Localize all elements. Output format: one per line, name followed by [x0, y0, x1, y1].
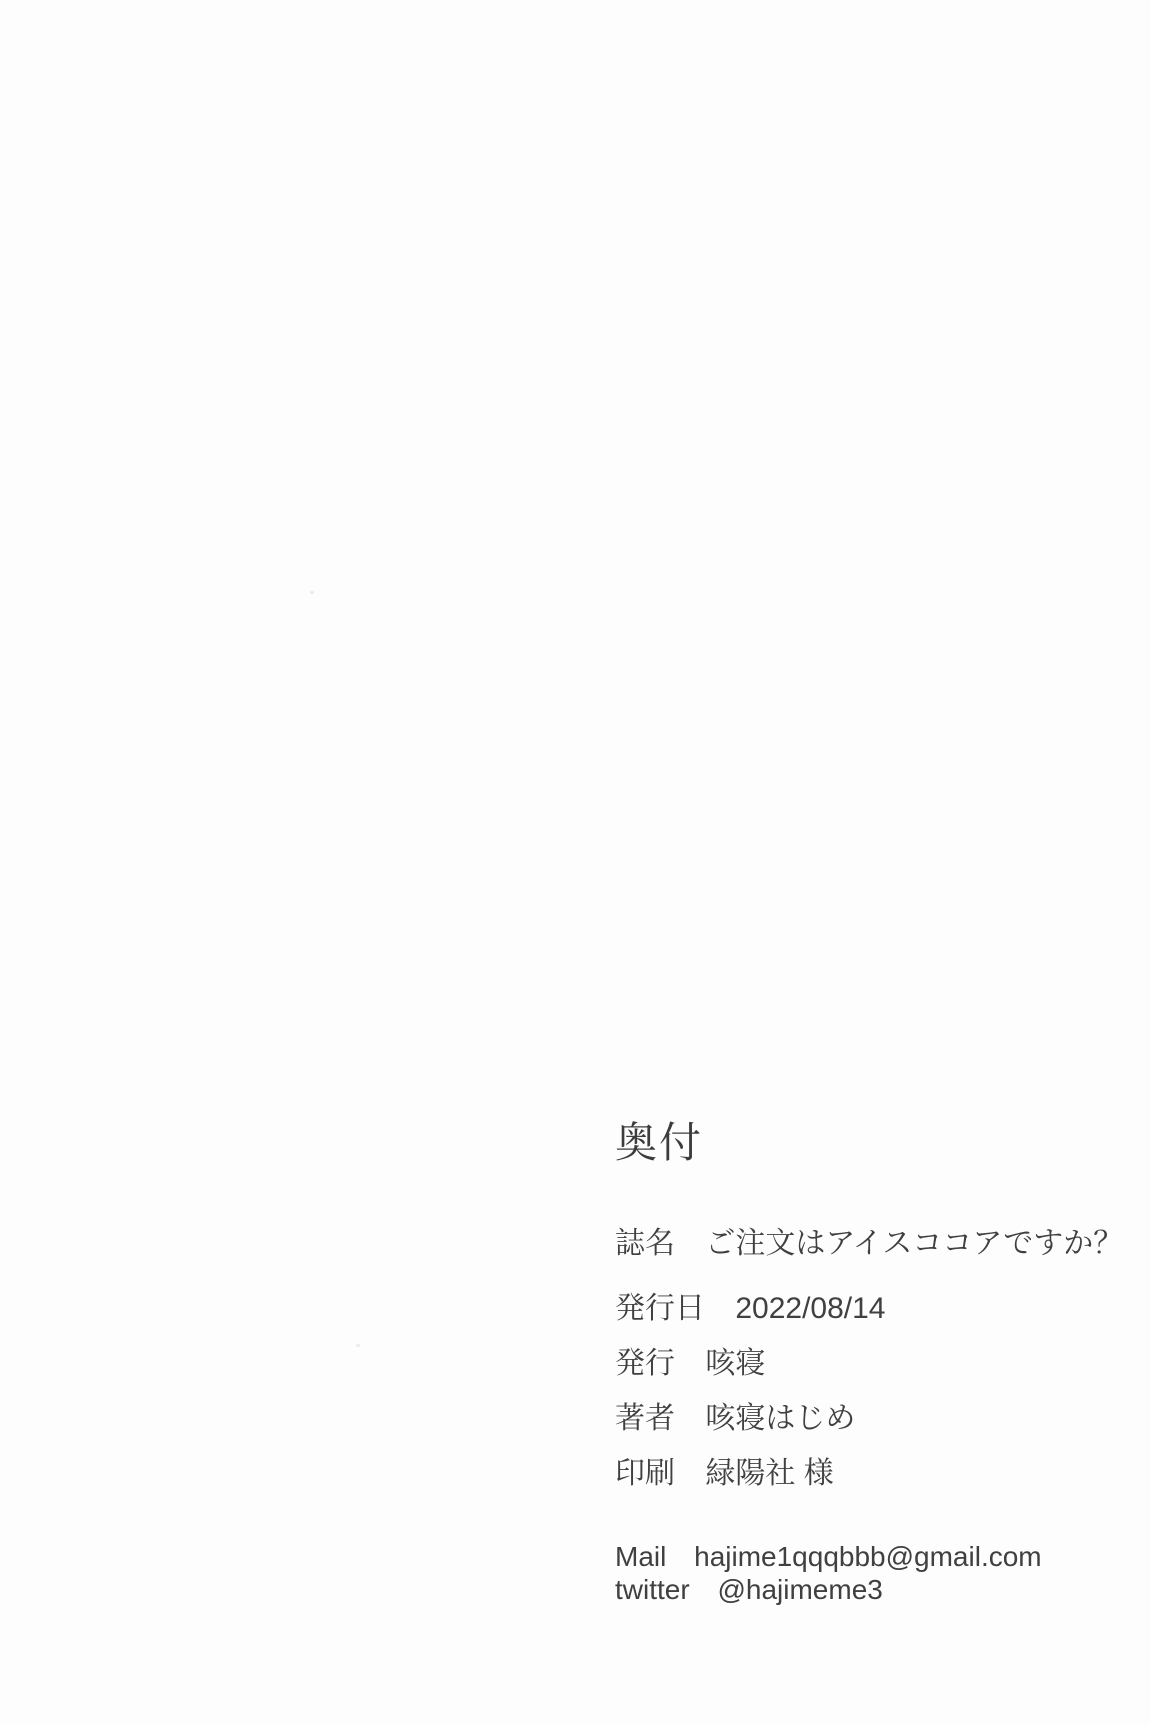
- author-label: 著者: [615, 1402, 675, 1435]
- colophon-row-printer: [615, 1458, 1115, 1490]
- printer-label: 印刷: [615, 1457, 675, 1490]
- colophon-block: [615, 1119, 1124, 1606]
- publisher-label: 発行: [615, 1347, 675, 1380]
- title-value: ご注文はアイスココアですか？: [705, 1227, 1124, 1260]
- author-value: 咳寝はじめ: [705, 1402, 856, 1435]
- colophon-row-author: [615, 1403, 1115, 1435]
- colophon-row-publisher: [615, 1348, 1115, 1380]
- scan-artifact-speck: [356, 1344, 360, 1347]
- mail-value: hajime1qqqbbb@gmail.com: [694, 1541, 1042, 1572]
- scan-artifact-speck: [310, 591, 314, 594]
- colophon-heading: 奥付: [615, 1119, 704, 1166]
- printer-value: 緑陽社 様: [705, 1457, 834, 1490]
- contact-row-twitter: [615, 1573, 1115, 1606]
- publisher-value: 咳寝: [705, 1347, 766, 1380]
- contact-block: [615, 1540, 1115, 1606]
- twitter-label: twitter: [615, 1574, 690, 1605]
- title-label: 誌名: [615, 1227, 675, 1260]
- twitter-value: @hajimeme3: [717, 1574, 883, 1605]
- publish-date-label: 発行日: [615, 1292, 705, 1325]
- colophon-row-publish-date: [615, 1293, 1115, 1325]
- colophon-info-rows: [615, 1227, 1124, 1490]
- mail-label: Mail: [615, 1541, 667, 1572]
- publish-date-value: 2022/08/14: [735, 1292, 886, 1325]
- colophon-row-title: [615, 1227, 1124, 1260]
- contact-row-mail: [615, 1540, 1115, 1573]
